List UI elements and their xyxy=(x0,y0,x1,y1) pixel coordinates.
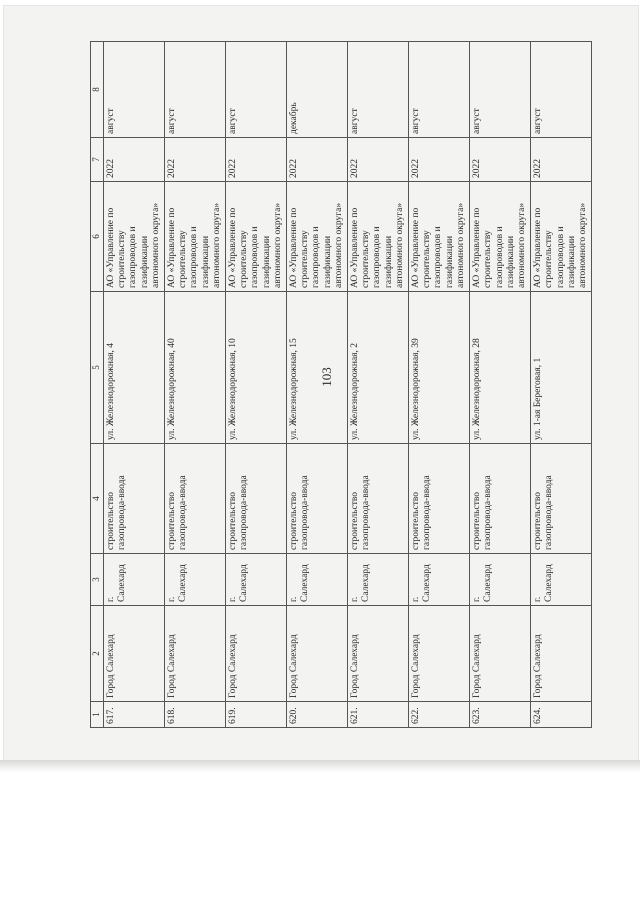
year: 2022 xyxy=(531,138,592,182)
municipality: Город Салехард xyxy=(287,606,348,702)
address: ул. Железнодорожная, 2 xyxy=(348,292,409,444)
year: 2022 xyxy=(470,138,531,182)
table-row xyxy=(165,42,226,728)
address: ул. Железнодорожная, 4 xyxy=(104,292,165,444)
header-col-2: 2 xyxy=(91,606,104,702)
table-row xyxy=(226,42,287,728)
address: ул. Железнодорожная, 28 xyxy=(470,292,531,444)
table-container xyxy=(90,42,588,728)
municipality: Город Салехард xyxy=(409,606,470,702)
row-number: 622. xyxy=(409,702,470,728)
header-col-5: 5 xyxy=(91,292,104,444)
municipality: Город Салехард xyxy=(226,606,287,702)
executor: АО «Управление по строительству газопроводов и газификации автономного округа» xyxy=(348,182,409,292)
header-col-7: 7 xyxy=(91,138,104,182)
settlement: г. Салехард xyxy=(226,554,287,606)
work-type: строительство газопровода-ввода xyxy=(165,444,226,554)
row-number: 620. xyxy=(287,702,348,728)
month: август xyxy=(531,42,592,138)
table-row xyxy=(531,42,592,728)
sheet-bottom-edge xyxy=(0,760,640,772)
executor: АО «Управление по строительству газопроводов и газификации автономного округа» xyxy=(226,182,287,292)
header-col-8: 8 xyxy=(91,42,104,138)
header-col-3: 3 xyxy=(91,554,104,606)
executor: АО «Управление по строительству газопроводов и газификации автономного округа» xyxy=(165,182,226,292)
municipality: Город Салехард xyxy=(165,606,226,702)
row-number: 617. xyxy=(104,702,165,728)
month: август xyxy=(348,42,409,138)
row-number: 619. xyxy=(226,702,287,728)
year: 2022 xyxy=(165,138,226,182)
month: декабрь xyxy=(287,42,348,138)
executor: АО «Управление по строительству газопроводов и газификации автономного округа» xyxy=(104,182,165,292)
settlement: г. Салехард xyxy=(409,554,470,606)
work-type: строительство газопровода-ввода xyxy=(409,444,470,554)
header-col-4: 4 xyxy=(91,444,104,554)
address: ул. Железнодорожная, 39 xyxy=(409,292,470,444)
table-row xyxy=(348,42,409,728)
address: ул. Железнодорожная, 40 xyxy=(165,292,226,444)
work-type: строительство газопровода-ввода xyxy=(531,444,592,554)
work-type: строительство газопровода-ввода xyxy=(470,444,531,554)
settlement: г. Салехард xyxy=(165,554,226,606)
rotated-table xyxy=(90,42,588,728)
address: ул. Железнодорожная, 10 xyxy=(226,292,287,444)
table-row xyxy=(409,42,470,728)
address: ул. 1-ая Береговая, 1 xyxy=(531,292,592,444)
header-col-1: 1 xyxy=(91,702,104,728)
year: 2022 xyxy=(104,138,165,182)
row-number: 624. xyxy=(531,702,592,728)
month: август xyxy=(104,42,165,138)
year: 2022 xyxy=(287,138,348,182)
executor: АО «Управление по строительству газопроводов и газификации автономного округа» xyxy=(409,182,470,292)
year: 2022 xyxy=(409,138,470,182)
row-number: 623. xyxy=(470,702,531,728)
address: ул. Железнодорожная, 15 xyxy=(287,292,348,444)
table-row xyxy=(104,42,165,728)
settlement: г. Салехард xyxy=(348,554,409,606)
executor: АО «Управление по строительству газопроводов и газификации автономного округа» xyxy=(287,182,348,292)
work-type: строительство газопровода-ввода xyxy=(104,444,165,554)
executor: АО «Управление по строительству газопроводов и газификации автономного округа» xyxy=(531,182,592,292)
municipality: Город Салехард xyxy=(104,606,165,702)
municipality: Город Салехард xyxy=(348,606,409,702)
settlement: г. Салехард xyxy=(104,554,165,606)
table-row xyxy=(287,42,348,728)
settlement: г. Салехард xyxy=(531,554,592,606)
month: август xyxy=(470,42,531,138)
executor: АО «Управление по строительству газопроводов и газификации автономного округа» xyxy=(470,182,531,292)
month: август xyxy=(226,42,287,138)
settlement: г. Салехард xyxy=(470,554,531,606)
work-type: строительство газопровода-ввода xyxy=(348,444,409,554)
table-row xyxy=(470,42,531,728)
header-row xyxy=(91,42,104,728)
municipality: Город Салехард xyxy=(470,606,531,702)
year: 2022 xyxy=(348,138,409,182)
row-number: 618. xyxy=(165,702,226,728)
work-type: строительство газопровода-ввода xyxy=(287,444,348,554)
month: август xyxy=(165,42,226,138)
header-col-6: 6 xyxy=(91,182,104,292)
municipality: Город Салехард xyxy=(531,606,592,702)
year: 2022 xyxy=(226,138,287,182)
work-type: строительство газопровода-ввода xyxy=(226,444,287,554)
settlement: г. Салехард xyxy=(287,554,348,606)
month: август xyxy=(409,42,470,138)
gasification-table xyxy=(90,41,592,728)
row-number: 621. xyxy=(348,702,409,728)
page-number: 103 xyxy=(319,367,334,387)
